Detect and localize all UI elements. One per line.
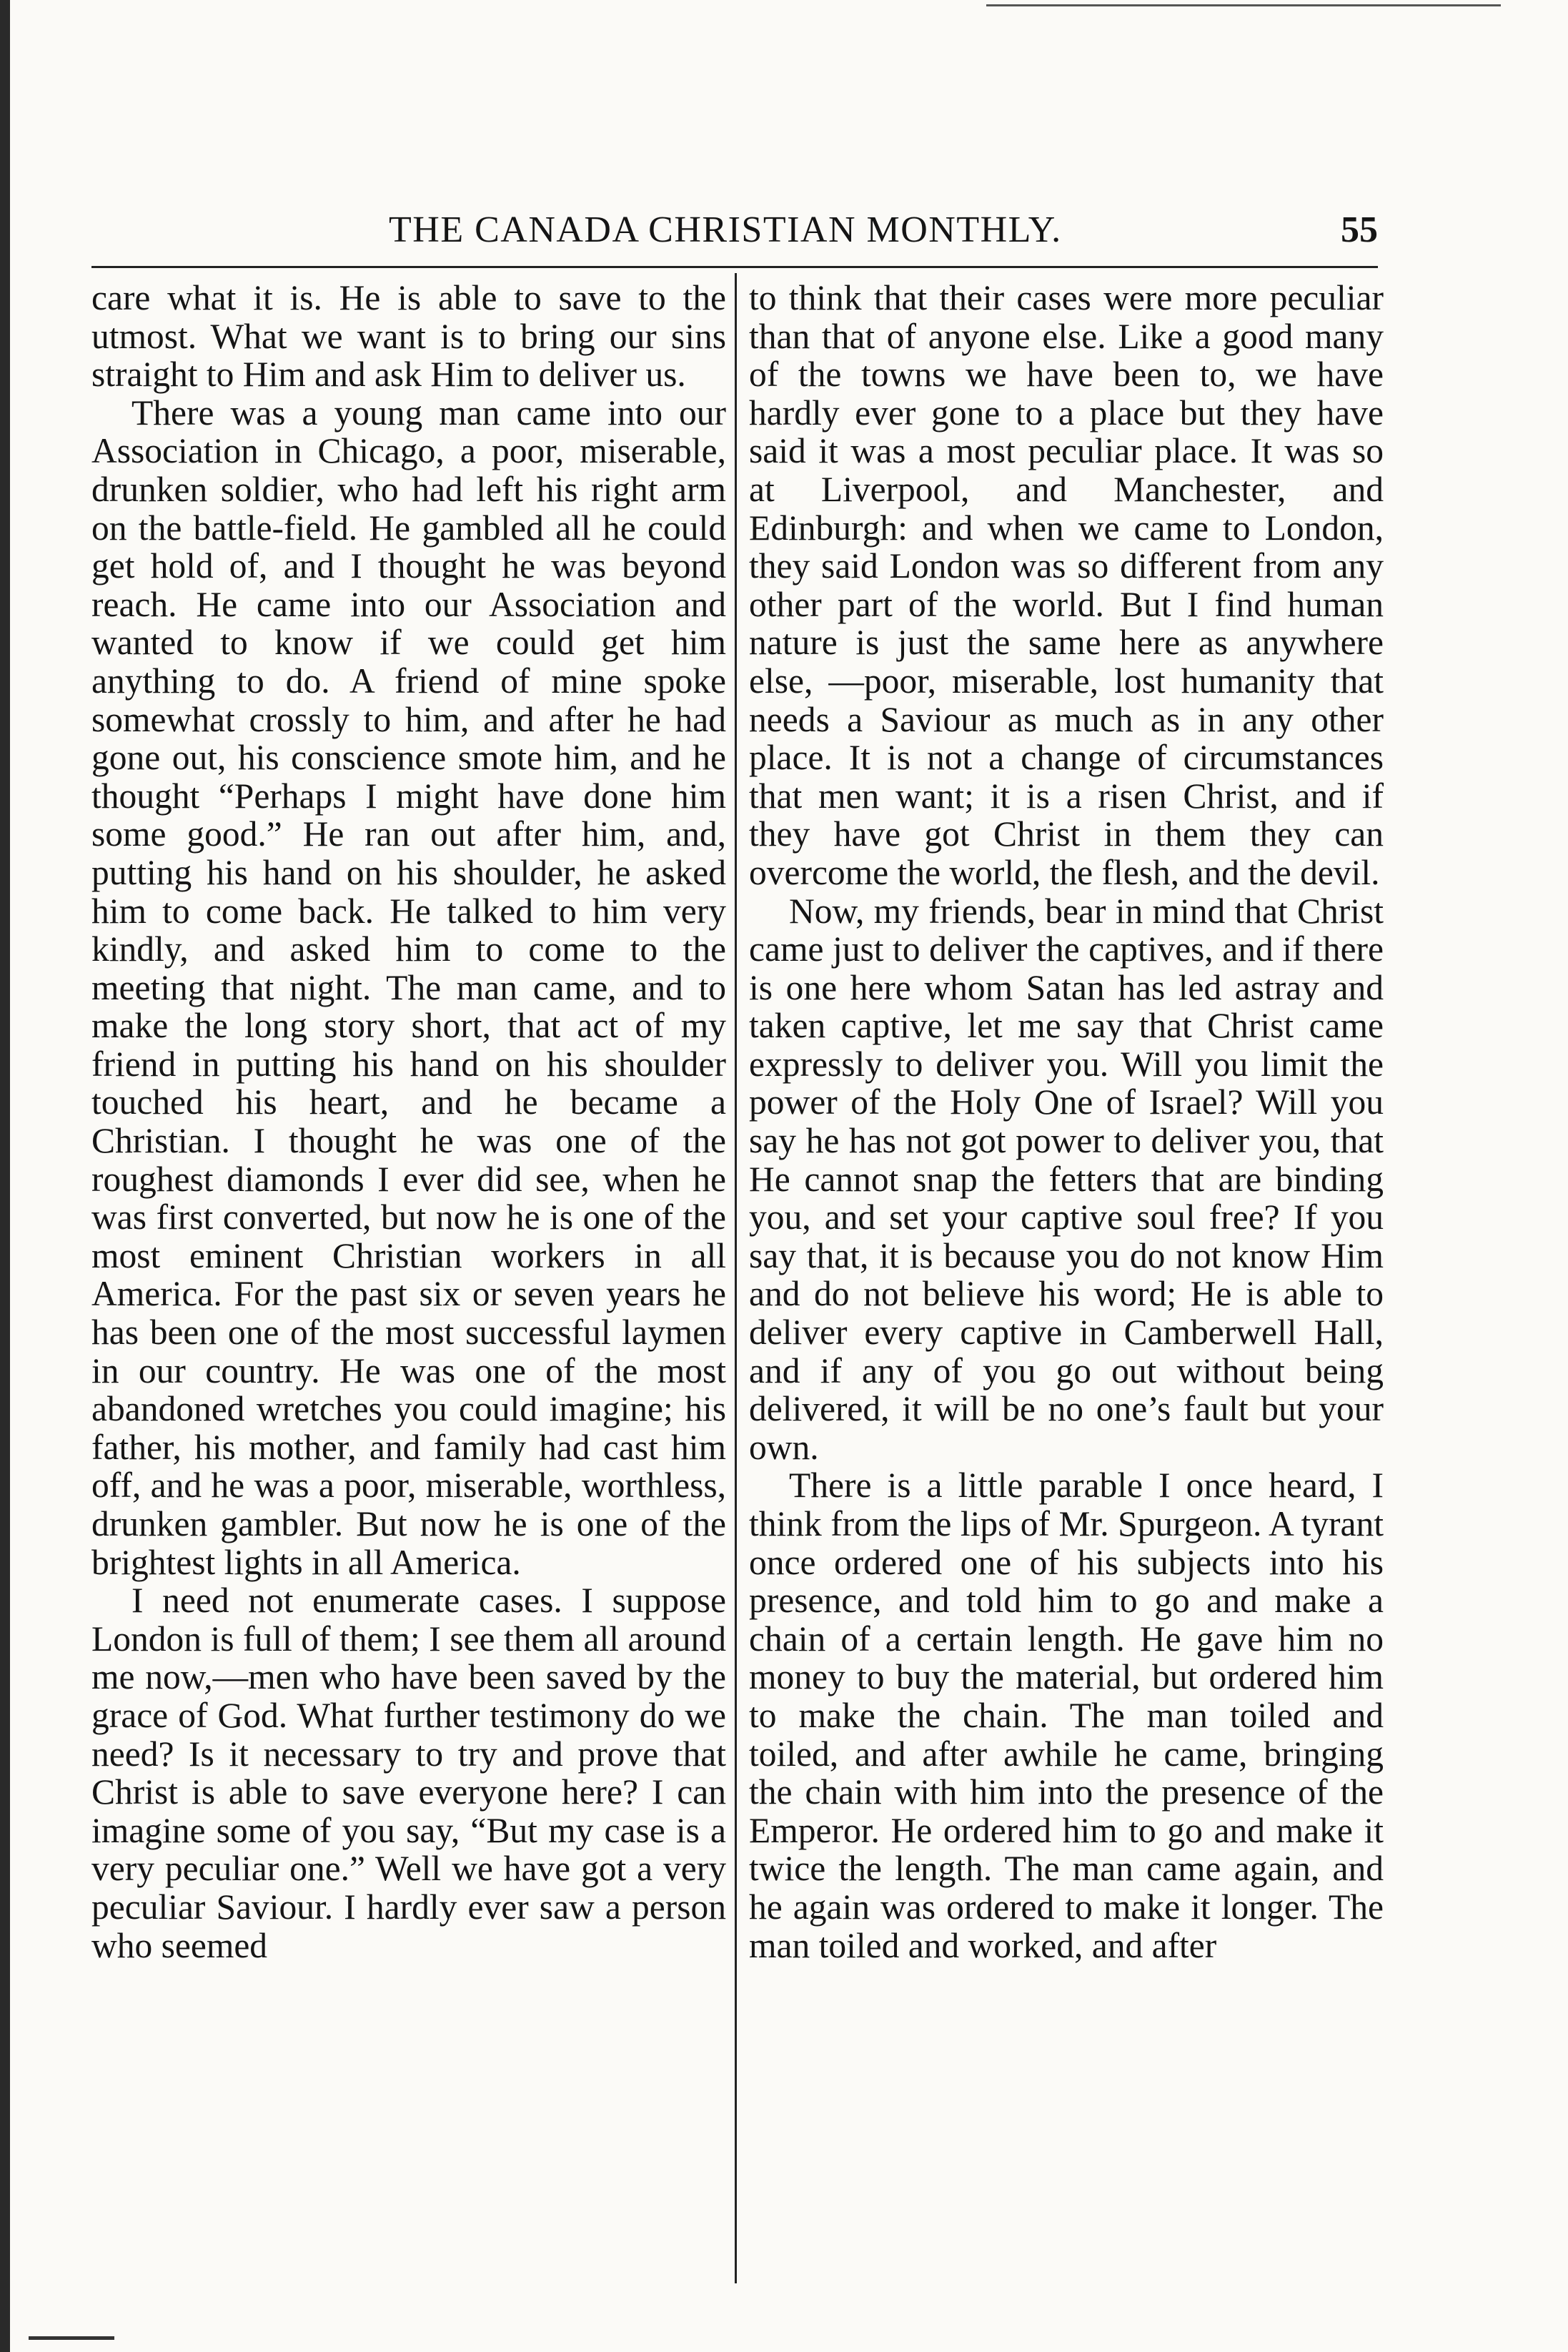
left-paragraph-1: care what it is. He is able to save to the utmost. What we want is to bring our sins straight to Him and ask Him to deliver us.: [91, 278, 726, 395]
right-column: [749, 279, 1384, 2281]
right-paragraph-2: Now, my friends, bear in mind that Christ came just to deliver the captives, and if there is one here whom Satan has led astray and taken captive, let me say that Christ came expressly to deliver you. Will you limit the power of the Holy One of Israel? Will you say he has not got power to deliver you, that He cannot snap the fetters that are binding you, and set your captive soul free? If you say that, it is because you do not know Him and do not believe his word; He is able to deliver every captive in Camberwell Hall, and if any of you go out without being delivered, it will be no one’s fault but your own.: [749, 891, 1384, 1467]
page-number: 55: [1341, 209, 1378, 250]
bottom-edge-mark: [29, 2336, 114, 2340]
header-rule: [91, 266, 1378, 268]
right-paragraph-3: There is a little parable I once heard, I think from the lips of Mr. Spurgeon. A tyrant once ordered one of his subjects into his presence, and told him to go and make a chain of a certain length. He gave him no money to buy the material, but ordered him to make the chain. The man toiled and toiled, and after awhile he came, bringing the chain with him into the presence of the Emperor. He ordered him to go and make it twice the length. The man came again, and he again was ordered to make it longer. The man toiled and worked, and after: [749, 1466, 1384, 1965]
left-paragraph-2: There was a young man came into our Association in Chicago, a poor, miserable, drunken soldier, who had left his right arm on the battle-field. He gambled all he could get hold of, and I thought he was beyond reach. He came into our Association and wanted to know if we could get him anything to do. A friend of mine spoke somewhat crossly to him, and after he had gone out, his conscience smote him, and he thought “Perhaps I might have done him some good.” He ran out after him, and, putting his hand on his shoulder, he asked him to come back. He talked to him very kindly, and asked him to come to the meeting that night. The man came, and to make the long story short, that act of my friend in putting his hand on his shoulder touched his heart, and he became a Christian. I thought he was one of the roughest diamonds I ever did see, when he was first converted, but now he is one of the most eminent Christian workers in all America. For the past six or seven years he has been one of the most successful laymen in our country. He was one of the most abandoned wretches you could imagine; his father, his mother, and family had cast him off, and he was a poor, miserable, worthless, drunken gambler. But now he is one of the brightest lights in all America.: [91, 392, 726, 1582]
left-paragraph-3: I need not enumerate cases. I suppose London is full of them; I see them all around me now,—men who have been saved by the grace of God. What further testimony do we need? Is it necessary to try and prove that Christ is able to save everyone here? I can imagine some of you say, “But my case is a very peculiar one.” Well we have got a very peculiar Saviour. I hardly ever saw a person who seemed: [91, 1581, 726, 1965]
top-edge-rule: [986, 4, 1501, 6]
page-binding-edge: [0, 0, 10, 2352]
running-title: THE CANADA CHRISTIAN MONTHLY.: [389, 209, 1062, 250]
left-column: [91, 279, 726, 2281]
right-paragraph-1: to think that their cases were more peculiar than that of anyone else. Like a good many of the towns we have been to, we have hardly ever gone to a place but they have said it was a most peculiar place. It was so at Liverpool, and Manchester, and Edinburgh: and when we came to London, they said London was so different from any other part of the world. But I find human nature is just the same here as anywhere else, —poor, miserable, lost humanity that needs a Saviour as much as in any other place. It is not a change of circumstances that men want; it is a risen Christ, and if they have got Christ in them they can overcome the world, the flesh, and the devil.: [749, 278, 1384, 892]
column-divider: [735, 273, 737, 2283]
page-header: [91, 209, 1378, 259]
